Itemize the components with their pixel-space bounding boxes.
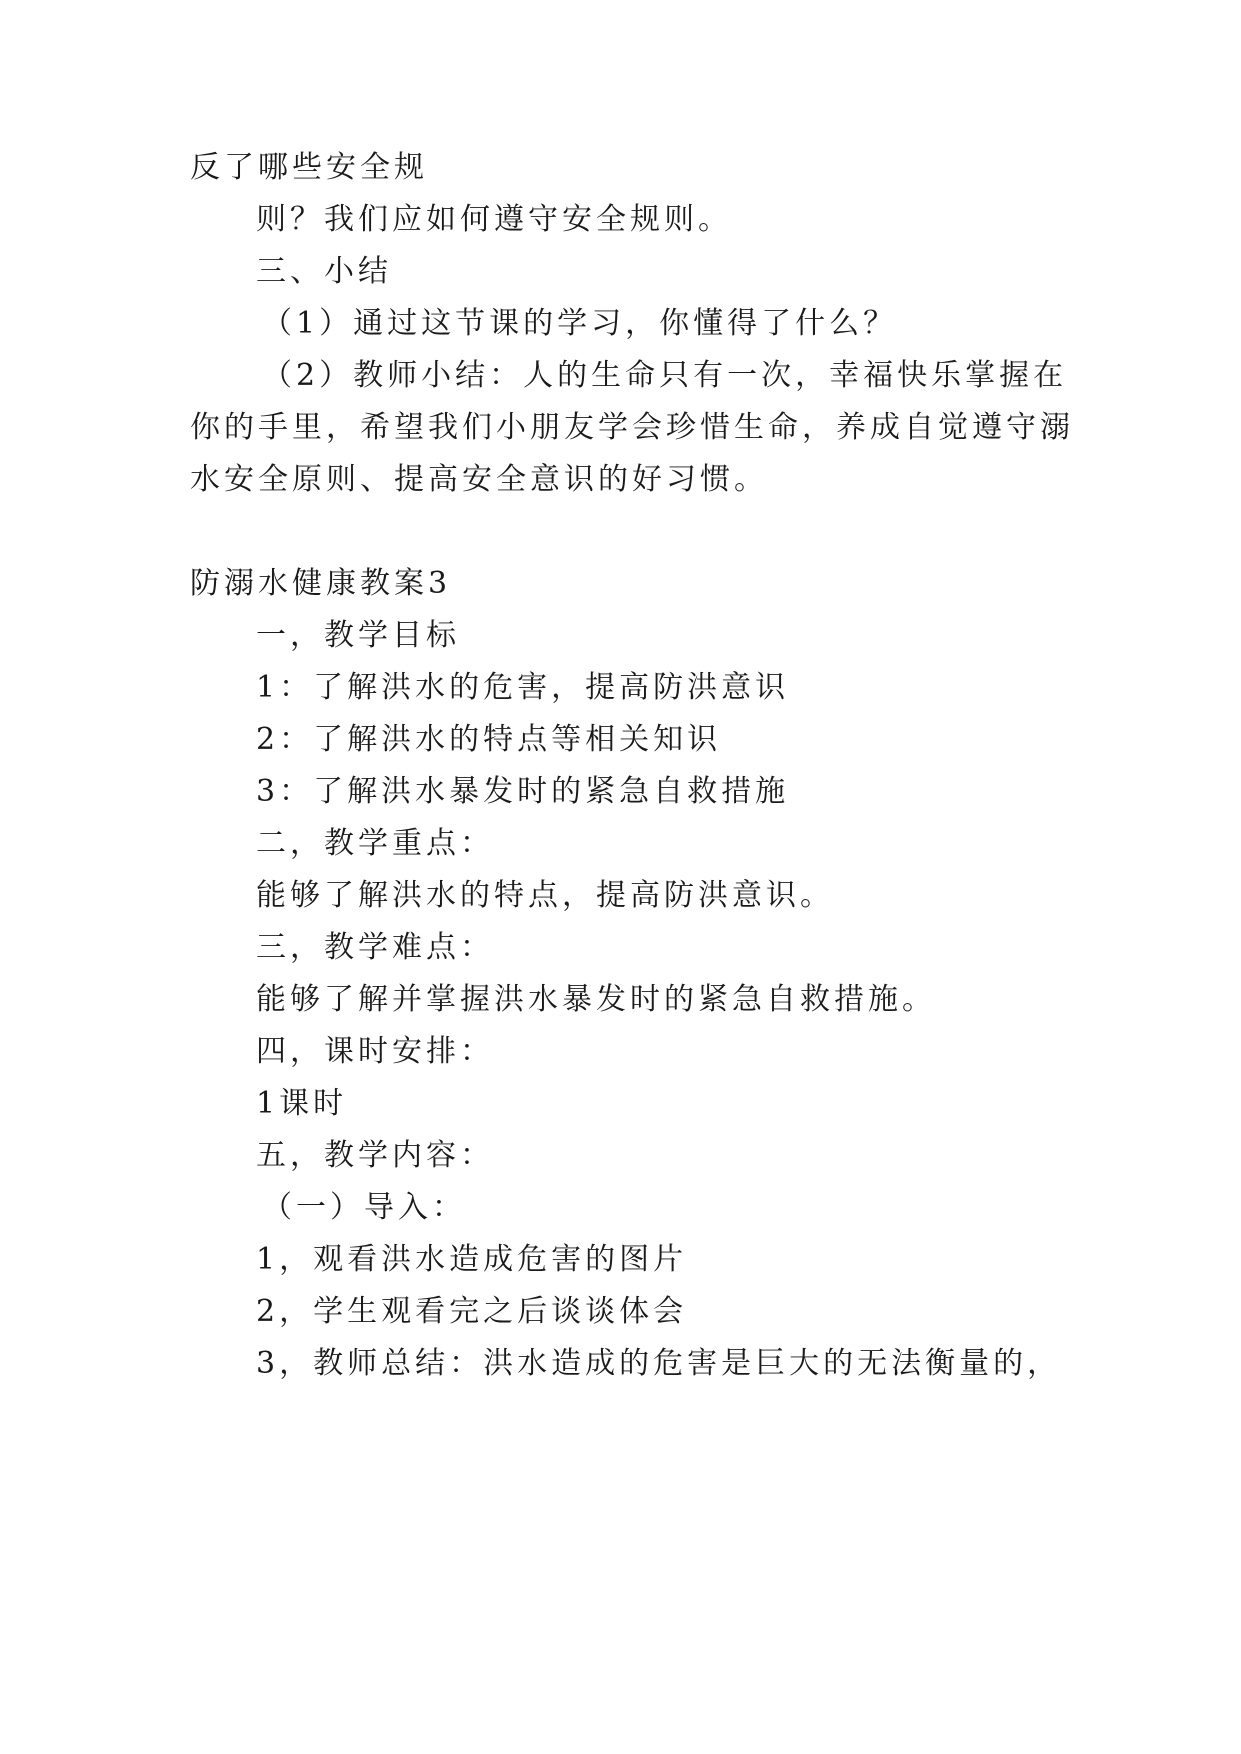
schedule-text: 1课时 [256,1086,348,1121]
summary-item-2-line-3: 水安全原则、提高安全意识的好习惯。 [190,462,768,497]
difficulty-text: 能够了解并掌握洪水暴发时的紧急自救措施。 [256,982,936,1017]
focus-text: 能够了解洪水的特点，提高防洪意识。 [256,878,834,913]
continuation-line-2: 则？我们应如何遵守安全规则。 [256,202,732,237]
difficulty-heading: 三，教学难点： [256,930,494,965]
goal-item-1: 1：了解洪水的危害，提高防洪意识 [256,670,790,705]
summary-heading: 三、小结 [256,254,392,289]
focus-heading: 二，教学重点： [256,826,494,861]
content-heading: 五，教学内容： [256,1138,494,1173]
intro-item-1: 1，观看洪水造成危害的图片 [256,1242,688,1277]
goals-heading: 一，教学目标 [256,618,460,653]
summary-item-1: （1）通过这节课的学习，你懂得了什么？ [262,306,898,341]
goal-item-3: 3：了解洪水暴发时的紧急自救措施 [256,774,790,809]
goal-item-2: 2：了解洪水的特点等相关知识 [256,722,722,757]
intro-heading: （一）导入： [262,1190,466,1225]
plan-title: 防溺水健康教案3 [190,566,452,601]
intro-item-3: 3，教师总结：洪水造成的危害是巨大的无法衡量的， [256,1346,1062,1381]
summary-item-2-line-1: （2）教师小结：人的生命只有一次，幸福快乐掌握在 [262,358,1068,393]
intro-item-2: 2，学生观看完之后谈谈体会 [256,1294,688,1329]
continuation-line-1: 反了哪些安全规 [190,150,428,185]
schedule-heading: 四，课时安排： [256,1034,494,1069]
summary-item-2-line-2: 你的手里，希望我们小朋友学会珍惜生命，养成自觉遵守溺 [190,410,1074,445]
